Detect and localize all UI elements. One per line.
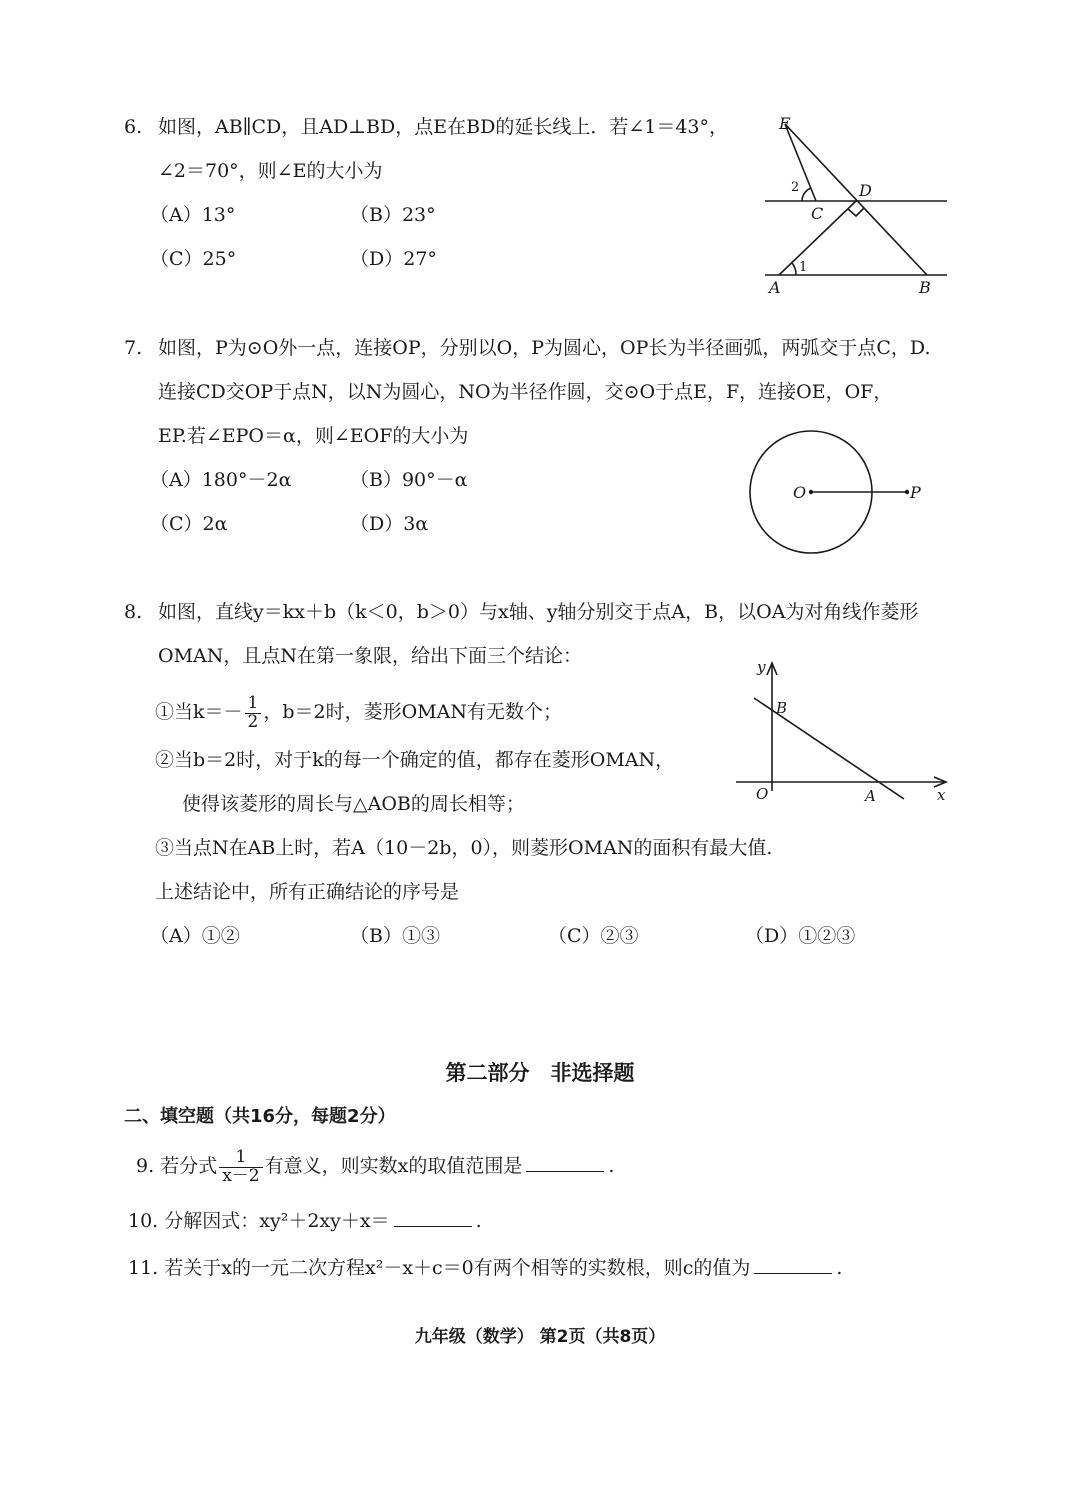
label-angle-2: 2 (791, 180, 800, 195)
q9-fraction (219, 1146, 262, 1186)
point-o (809, 490, 813, 494)
q6-option-c: （C）25° (150, 248, 237, 270)
point-p (905, 490, 909, 494)
c1-post: ，b＝2时，菱形OMAN有无数个； (263, 701, 562, 723)
q11 (128, 1259, 842, 1278)
q7-option-b: （B）90°－α (350, 469, 468, 491)
q10-text: 分解因式：xy²＋2xy＋x＝ (164, 1210, 390, 1232)
q6-number: 6. (124, 116, 143, 138)
line-eb (785, 124, 927, 275)
q11-end: . (836, 1257, 843, 1279)
q8-ask: 上述结论中，所有正确结论的序号是 (155, 881, 460, 903)
q7-stem-line2: 连接CD交OP于点N，以N为圆心，NO为半径作圆，交⊙O于点E，F，连接OE，OF， (158, 381, 893, 403)
q11-text: 若关于x的一元二次方程x²－x＋c＝0有两个相等的实数根，则c的值为 (164, 1257, 751, 1279)
q6-stem-line2: ∠2＝70°，则∠E的大小为 (158, 160, 383, 182)
q9-frac-num: 1 (219, 1149, 262, 1168)
label-a: A (769, 278, 781, 297)
q10-answer-blank[interactable] (394, 1225, 472, 1227)
q6-option-b: （B）23° (350, 204, 436, 226)
q7-option-a: （A）180°－2α (150, 469, 292, 491)
q6-option-a: （A）13° (150, 204, 236, 226)
label-x: x (937, 786, 946, 804)
q9-end: . (608, 1155, 615, 1177)
label-angle-1: 1 (799, 260, 808, 275)
q8-conclusion-2-line2: 使得该菱形的周长与△AOB的周长相等； (182, 793, 525, 815)
q8-number: 8. (124, 601, 143, 623)
q10-number: 10. (128, 1210, 159, 1232)
c1-fraction (245, 692, 262, 732)
q9-post: 有意义，则实数x的取值范围是 (264, 1155, 523, 1177)
q6-option-d: （D）27° (350, 248, 437, 270)
label-o: O (756, 785, 769, 803)
right-angle-mark (848, 208, 864, 216)
label-e: E (779, 114, 791, 133)
q6-figure (755, 105, 955, 305)
label-b: B (919, 278, 931, 297)
q8-stem-line1: 如图，直线y＝kx＋b（k＜0，b＞0）与x轴、y轴分别交于点A，B，以OA为对角线作菱形 (158, 601, 919, 623)
q7-option-c: （C）2α (150, 513, 228, 535)
q8-figure (730, 655, 955, 810)
q8-option-b: （B）①③ (350, 925, 440, 947)
part2-section-heading: 二、填空题（共16分，每题2分） (124, 1106, 396, 1127)
q8-option-a: （A）①② (150, 925, 240, 947)
q10-end: . (475, 1210, 482, 1232)
angle-1-arc (792, 263, 796, 275)
q6-stem-line1: 如图，AB∥CD，且AD⊥BD，点E在BD的延长线上．若∠1＝43°， (158, 116, 729, 138)
q8-conclusion-2-line1: ②当b＝2时，对于k的每一个确定的值，都存在菱形OMAN， (155, 749, 675, 771)
q9-pre: 若分式 (160, 1155, 218, 1177)
q7-option-d: （D）3α (350, 513, 429, 535)
q8-conclusion-3: ③当点N在AB上时，若A（10－2b，0），则菱形OMAN的面积有最大值. (155, 837, 773, 859)
q9-frac-den: x－2 (222, 1165, 260, 1186)
q9 (136, 1143, 614, 1189)
c1-frac-den: 2 (247, 711, 259, 732)
q11-number: 11. (128, 1257, 159, 1279)
label-o: O (793, 483, 807, 502)
q10 (128, 1212, 482, 1231)
q8-option-d: （D）①②③ (745, 925, 856, 947)
label-y: y (757, 658, 766, 676)
label-p: P (910, 483, 921, 502)
angle-2-arc (802, 188, 811, 201)
page-footer: 九年级（数学） 第2页（共8页） (414, 1327, 666, 1347)
label-c: C (811, 204, 824, 223)
label-d: D (859, 181, 872, 200)
q7-stem-line1: 如图，P为⊙O外一点，连接OP，分别以O，P为圆心，OP长为半径画弧，两弧交于点C，D. (158, 337, 931, 359)
q8-stem-line2: OMAN，且点N在第一象限，给出下面三个结论： (158, 645, 583, 667)
q9-answer-blank[interactable] (526, 1170, 604, 1172)
q8-option-c: （C）②③ (548, 925, 639, 947)
c1-frac-num: 1 (245, 695, 262, 714)
c1-pre: ①当k＝－ (155, 701, 243, 723)
q11-answer-blank[interactable] (754, 1272, 832, 1274)
q7-figure (740, 430, 940, 560)
part2-title: 第二部分 非选择题 (445, 1061, 635, 1085)
q7-stem-line3: EP.若∠EPO＝α，则∠EOF的大小为 (158, 425, 469, 447)
label-b: B (776, 699, 788, 717)
q7-number: 7. (124, 337, 143, 359)
line-ec (785, 124, 816, 201)
label-a: A (865, 787, 876, 805)
q9-number: 9. (136, 1155, 155, 1177)
q8-conclusion-1 (155, 690, 562, 734)
